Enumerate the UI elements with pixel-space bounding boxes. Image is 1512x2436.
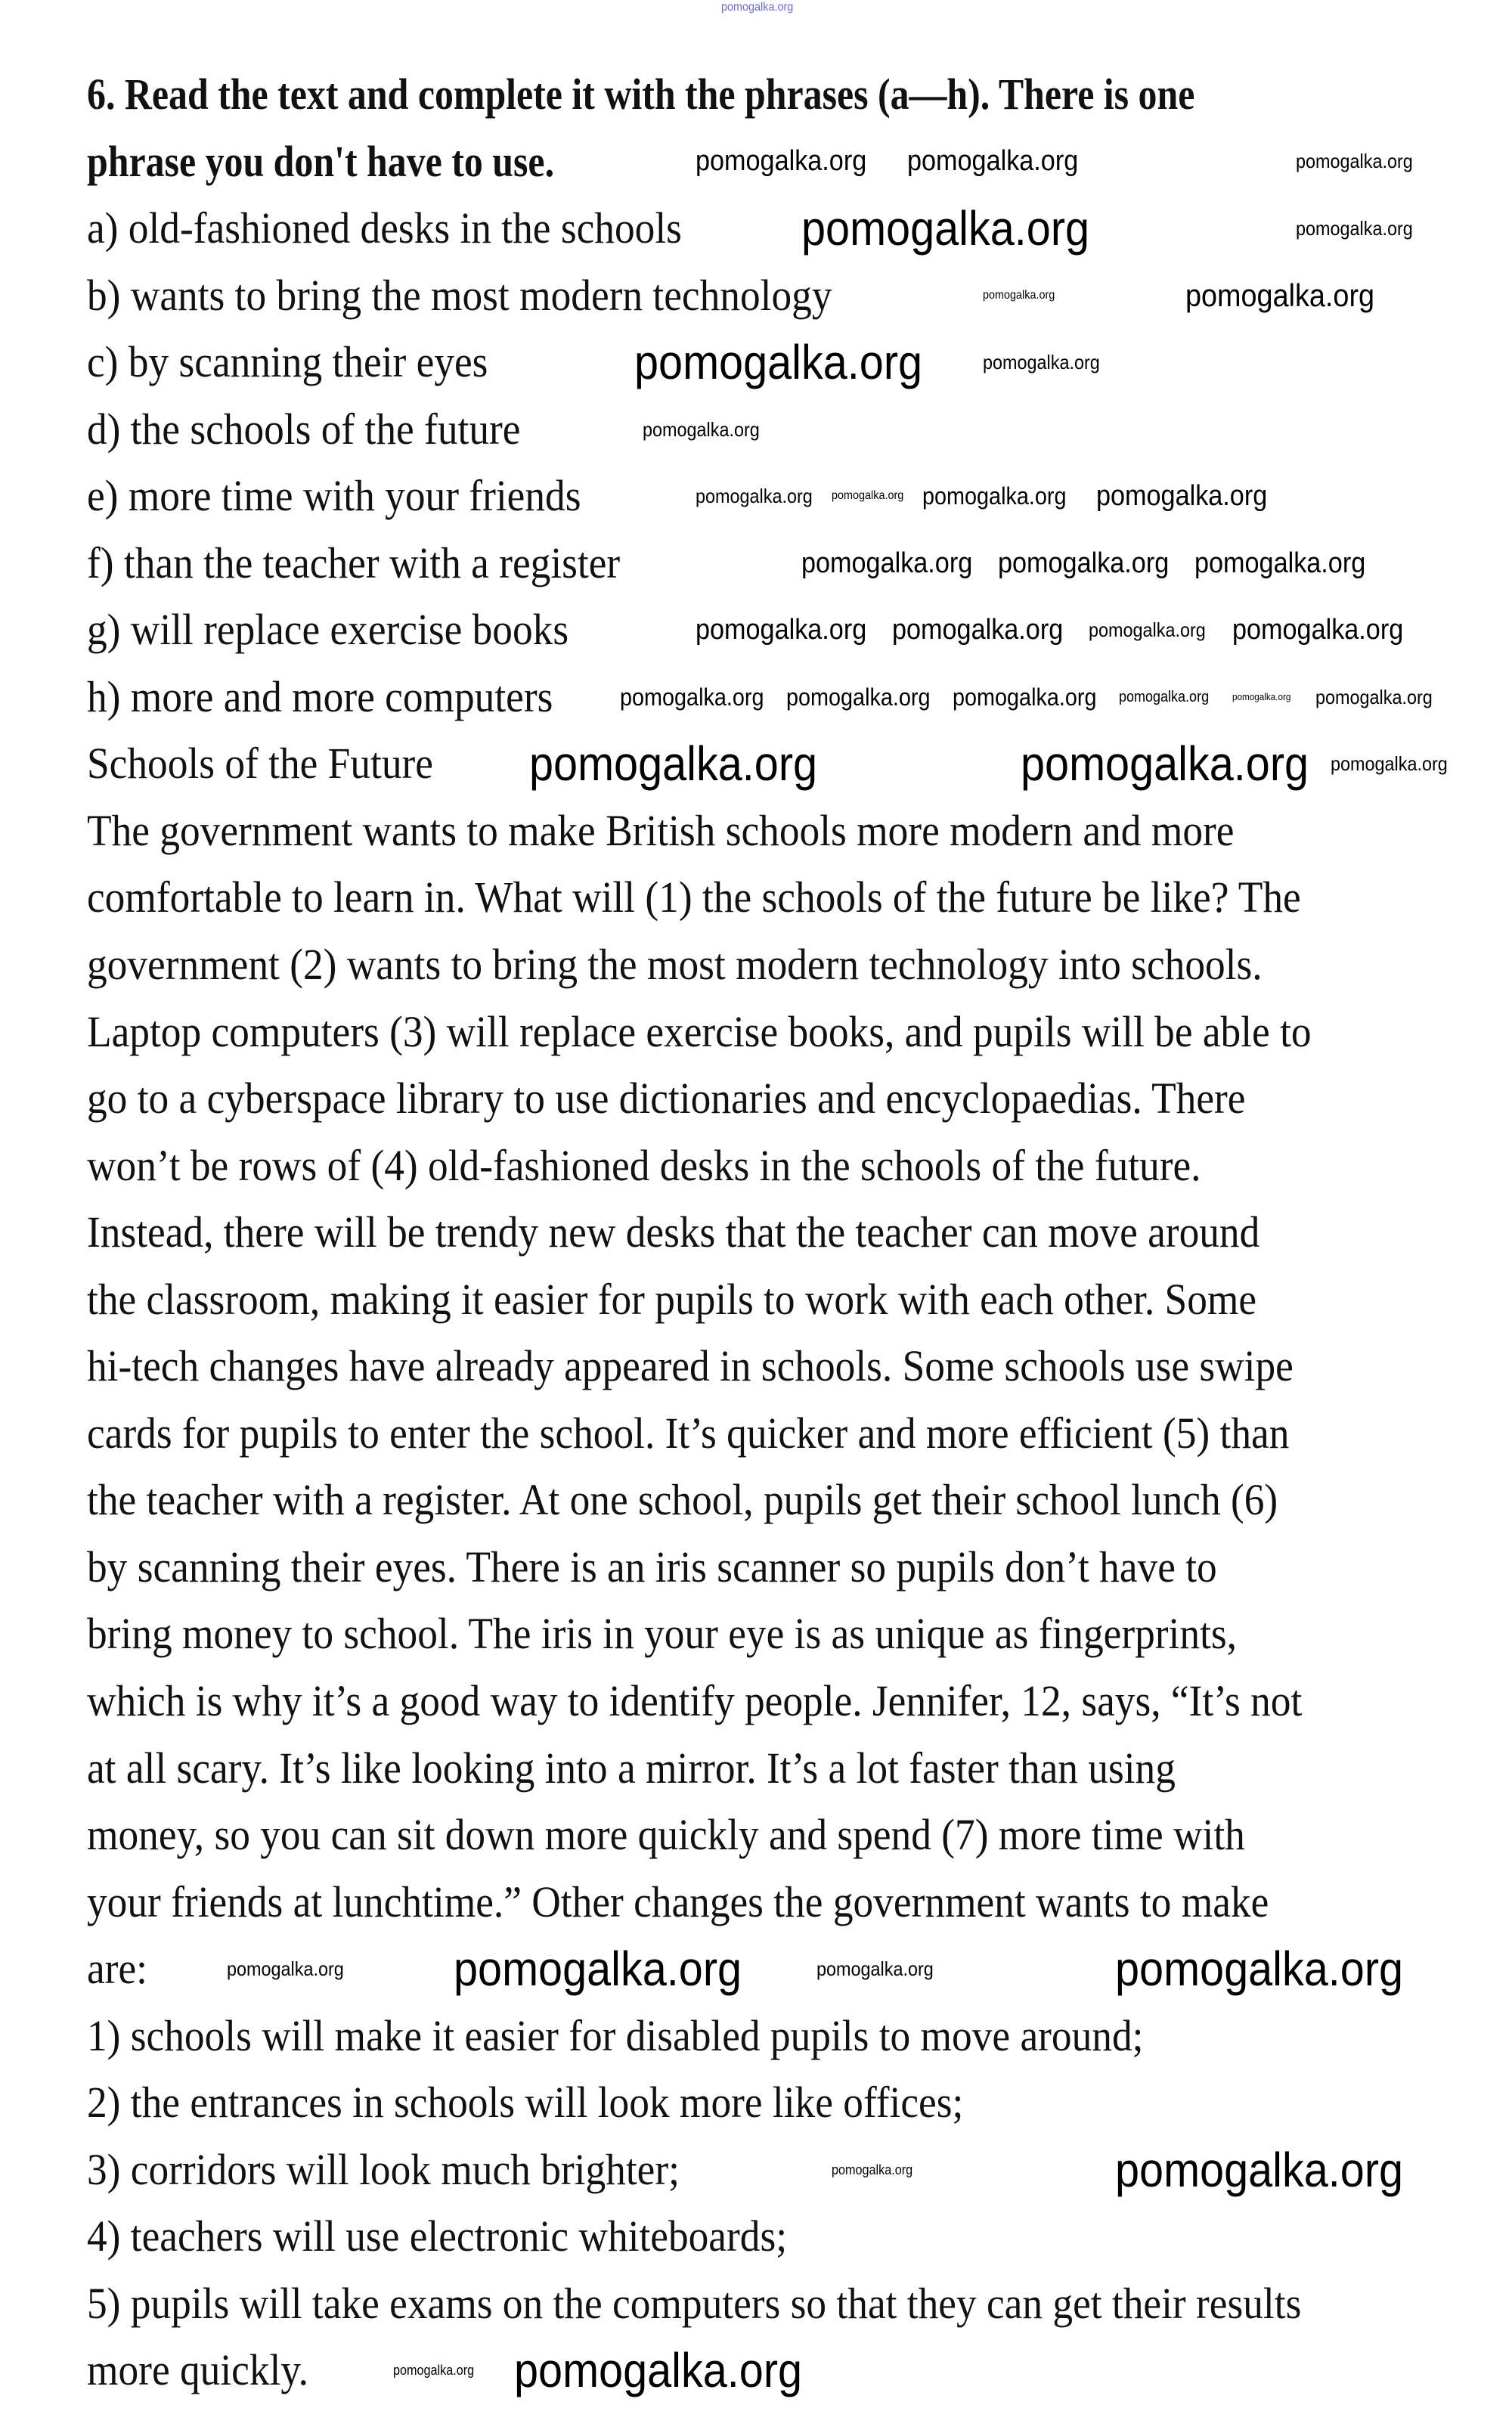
phrase-option: e) more time with your friends: [87, 471, 581, 521]
watermark: pomogalka.org: [1021, 736, 1309, 791]
watermark: pomogalka.org: [1119, 689, 1210, 705]
watermark: pomogalka.org: [1331, 752, 1448, 775]
watermark: pomogalka.org: [1089, 618, 1206, 641]
passage-line: comfortable to learn in. What will (1) the schools of the future be like? The: [87, 872, 1301, 922]
passage-line: The government wants to make British schools more modern and more: [87, 805, 1235, 855]
change-list-item: more quickly.: [87, 2345, 308, 2395]
phrase-option: g) will replace exercise books: [87, 605, 569, 655]
watermark: pomogalka.org: [953, 683, 1097, 711]
phrase-option: f) than the teacher with a register: [87, 538, 621, 587]
watermark: pomogalka.org: [1232, 614, 1404, 646]
watermark: pomogalka.org: [454, 1942, 742, 1996]
passage-line: bring money to school. The iris in your eye is as unique as fingerprints,: [87, 1609, 1238, 1659]
passage-line: the teacher with a register. At one school, pupils get their school lunch (6): [87, 1475, 1278, 1525]
passage-line: by scanning their eyes. There is an iris scanner so pupils don’t have to: [87, 1542, 1217, 1591]
watermark: pomogalka.org: [696, 485, 813, 507]
watermark: pomogalka.org: [907, 145, 1079, 177]
passage-line: go to a cyberspace library to use dictionaries and encyclopaedias. There: [87, 1074, 1246, 1123]
watermark: pomogalka.org: [1296, 150, 1413, 172]
passage-line: which is why it’s a good way to identify people. Jennifer, 12, says, “It’s not: [87, 1675, 1303, 1725]
phrase-option: h) more and more computers: [87, 671, 553, 721]
watermark: pomogalka.org: [634, 335, 923, 389]
watermark: pomogalka.org: [1096, 480, 1268, 512]
watermark: pomogalka.org: [1115, 1942, 1404, 1996]
watermark: pomogalka.org: [696, 614, 867, 646]
watermark: pomogalka.org: [892, 614, 1064, 646]
passage-line: cards for pupils to enter the school. It’s quicker and more efficient (5) than: [87, 1408, 1290, 1458]
watermark: pomogalka.org: [643, 418, 760, 441]
watermark: pomogalka.org: [801, 201, 1090, 256]
watermark: pomogalka.org: [1194, 547, 1366, 579]
passage-line: Laptop computers (3) will replace exercise books, and pupils will be able to: [87, 1006, 1312, 1056]
watermark: pomogalka.org: [393, 2363, 475, 2378]
passage-line: your friends at lunchtime.” Other changes the government wants to make: [87, 1877, 1269, 1926]
watermark: pomogalka.org: [816, 1957, 934, 1980]
change-list-item: 2) the entrances in schools will look more like offices;: [87, 2078, 964, 2128]
change-list-item: 3) corridors will look much brighter;: [87, 2144, 680, 2194]
watermark: pomogalka.org: [922, 482, 1067, 510]
passage-line: the classroom, making it easier for pupils to work with each other. Some: [87, 1274, 1257, 1324]
phrase-option: d) the schools of the future: [87, 404, 521, 454]
watermark-top: pomogalka.org: [721, 1, 794, 14]
watermark: pomogalka.org: [832, 2162, 913, 2177]
watermark: pomogalka.org: [1315, 686, 1433, 708]
passage-line: government (2) wants to bring the most modern technology into schools.: [87, 940, 1263, 990]
watermark: pomogalka.org: [786, 683, 931, 711]
passage-line: money, so you can sit down more quickly and spend (7) more time with: [87, 1810, 1245, 1860]
watermark: pomogalka.org: [1185, 277, 1375, 313]
change-list-item: 5) pupils will take exams on the computers so that they can get their results: [87, 2278, 1302, 2328]
watermark: pomogalka.org: [620, 683, 764, 711]
change-list-item: 4) teachers will use electronic whiteboards;: [87, 2211, 788, 2261]
passage-title: Schools of the Future: [87, 739, 433, 789]
watermark: pomogalka.org: [1115, 2143, 1404, 2197]
watermark: pomogalka.org: [1232, 691, 1291, 702]
passage-line: hi-tech changes have already appeared in schools. Some schools use swipe: [87, 1341, 1294, 1391]
watermark: pomogalka.org: [983, 351, 1100, 373]
watermark: pomogalka.org: [801, 547, 973, 579]
phrase-option: b) wants to bring the most modern technology: [87, 270, 832, 320]
phrase-option: a) old-fashioned desks in the schools: [87, 203, 682, 253]
passage-line: won’t be rows of (4) old-fashioned desks in the schools of the future.: [87, 1140, 1201, 1190]
phrase-option: c) by scanning their eyes: [87, 337, 488, 387]
watermark: pomogalka.org: [832, 489, 904, 502]
watermark: pomogalka.org: [514, 2343, 803, 2397]
task-title-line: phrase you don't have to use.: [87, 136, 555, 186]
watermark: pomogalka.org: [696, 145, 867, 177]
passage-line: are:: [87, 1944, 147, 1994]
watermark: pomogalka.org: [998, 547, 1170, 579]
task-title-line: 6. Read the text and complete it with the phrases (a—h). There is one: [87, 70, 1195, 119]
watermark: pomogalka.org: [983, 289, 1055, 302]
watermark: pomogalka.org: [1296, 217, 1413, 240]
passage-line: Instead, there will be trendy new desks that the teacher can move around: [87, 1207, 1260, 1257]
change-list-item: 1) schools will make it easier for disabled pupils to move around;: [87, 2010, 1144, 2060]
watermark: pomogalka.org: [529, 736, 818, 791]
watermark: pomogalka.org: [227, 1957, 344, 1980]
passage-line: at all scary. It’s like looking into a mirror. It’s a lot faster than using: [87, 1743, 1176, 1793]
